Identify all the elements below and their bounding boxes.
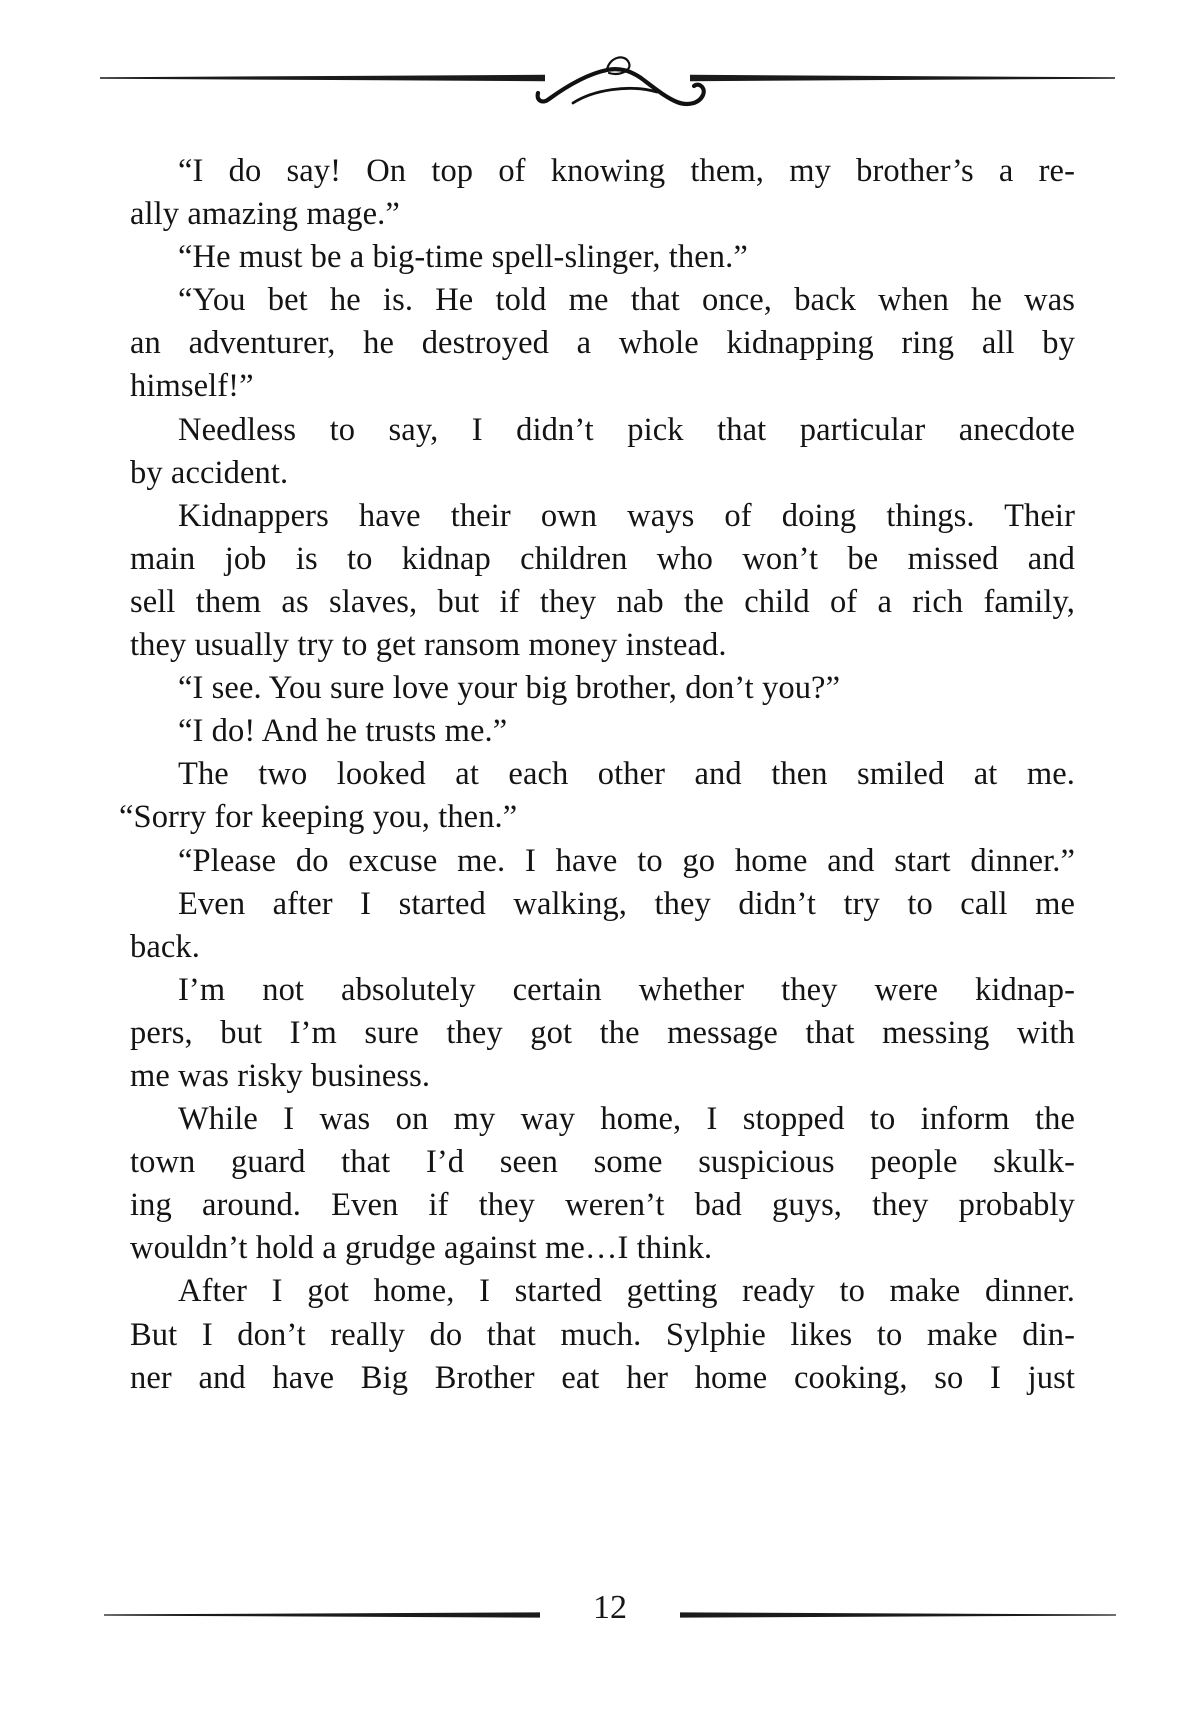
- text-line: they usually try to get ransom money instead.: [130, 627, 727, 664]
- page-number: 12: [593, 1589, 627, 1626]
- text-line: by accident.: [130, 454, 289, 491]
- text-line: I’m not absolutely certain whether they were kidnap-: [178, 971, 1075, 1008]
- text-line: town guard that I’d seen some suspicious people skulk-: [130, 1144, 1075, 1181]
- text-line: ner and have Big Brother eat her home cooking, so I just: [130, 1359, 1075, 1396]
- text-line: an adventurer, he destroyed a whole kidnapping ring all by: [130, 325, 1075, 362]
- text-line: “He must be a big-time spell-slinger, then.”: [178, 239, 748, 276]
- text-line: Even after I started walking, they didn’t try to call me: [178, 885, 1075, 922]
- text-line: “You bet he is. He told me that once, back when he was: [178, 282, 1075, 319]
- footer-rule-left: [104, 1611, 540, 1619]
- text-line: me was risky business.: [130, 1057, 431, 1094]
- text-line: “I see. You sure love your big brother, don’t you?”: [178, 670, 841, 707]
- header-rule-left: [100, 75, 545, 81]
- text-line: main job is to kidnap children who won’t be missed and: [130, 540, 1075, 577]
- text-line: Kidnappers have their own ways of doing things. Their: [178, 497, 1075, 534]
- footer: [104, 1588, 1116, 1632]
- text-line: “Please do excuse me. I have to go home and start dinner.”: [178, 842, 1075, 879]
- text-line: back.: [130, 928, 200, 965]
- text-line: ing around. Even if they weren’t bad guys, they probably: [130, 1187, 1075, 1224]
- text-line: pers, but I’m sure they got the message that messing with: [130, 1014, 1075, 1051]
- body-text: [119, 150, 1075, 1400]
- text-line: “I do say! On top of knowing them, my brother’s a re-: [178, 153, 1075, 189]
- text-line: “I do! And he trusts me.”: [178, 713, 508, 750]
- text-line: wouldn’t hold a grudge against me…I think.: [130, 1230, 713, 1267]
- text-line: While I was on my way home, I stopped to inform the: [178, 1101, 1075, 1138]
- text-line: Needless to say, I didn’t pick that particular anecdote: [178, 411, 1075, 448]
- text-line: The two looked at each other and then smiled at me.: [178, 756, 1075, 793]
- flourish-divider-icon: [95, 38, 1115, 128]
- text-line: himself!”: [130, 368, 254, 405]
- text-line: But I don’t really do that much. Sylphie likes to make din-: [130, 1316, 1075, 1353]
- text-line: “Sorry for keeping you, then.”: [119, 799, 518, 836]
- text-line: ally amazing mage.”: [130, 196, 400, 233]
- text-line: sell them as slaves, but if they nab the child of a rich family,: [130, 583, 1075, 620]
- header-rule-right: [690, 75, 1115, 81]
- text-line: After I got home, I started getting ready to make dinner.: [178, 1273, 1075, 1310]
- footer-rule-right: [680, 1611, 1116, 1619]
